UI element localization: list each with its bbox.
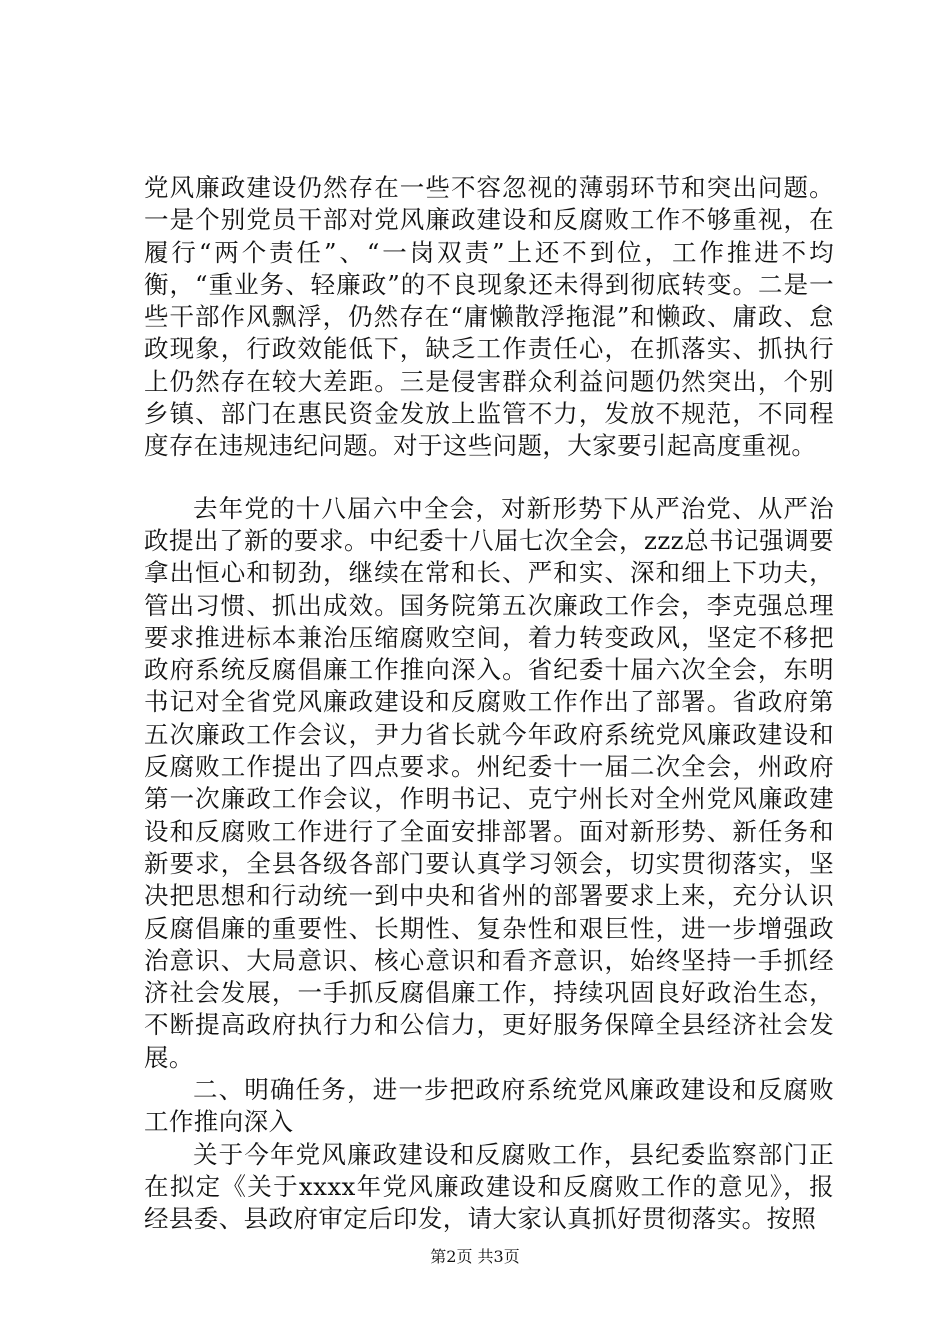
section-heading-two: 二、明确任务，进一步把政府系统党风廉政建设和反腐败工作推向深入	[144, 1075, 834, 1137]
paragraph-problems: 党风廉政建设仍然存在一些不容忽视的薄弱环节和突出问题。一是个别党员干部对党风廉政建设和反腐败工作不够重视，在履行“两个责任”、“一岗双责”上还不到位，工作推进不均衡，“重业务、轻廉政”的不良现象还未得到彻底转变。二是一些干部作风飘浮，仍然存在“庸懒散浮拖混”和懒政、庸政、怠政现象，行政效能低下，缺乏工作责任心，在抓落实、抓执行上仍然存在较大差距。三是侵害群众利益问题仍然突出，个别乡镇、部门在惠民资金发放上监管不力，发放不规范，不同程度存在违规违纪问题。对于这些问题，大家要引起高度重视。	[144, 173, 834, 461]
document-body	[144, 172, 834, 1236]
paragraph-new-requirements: 去年党的十八届六中全会，对新形势下从严治党、从严治政提出了新的要求。中纪委十八届七次全会，zzz总书记强调要拿出恒心和韧劲，继续在常和长、严和实、深和细上下功夫，管出习惯、抓出成效。国务院第五次廉政工作会，李克强总理要求推进标本兼治压缩腐败空间，着力转变政风，坚定不移把政府系统反腐倡廉工作推向深入。省纪委十届六次全会，东明书记对全省党风廉政建设和反腐败工作作出了部署。省政府第五次廉政工作会议，尹力省长就今年政府系统党风廉政建设和反腐败工作提出了四点要求。州纪委十一届二次全会，州政府第一次廉政工作会议，作明书记、克宁州长对全州党风廉政建设和反腐败工作进行了全面安排部署。面对新形势、新任务和新要求，全县各级各部门要认真学习领会，切实贯彻落实，坚决把思想和行动统一到中央和省州的部署要求上来，充分认识反腐倡廉的重要性、长期性、复杂性和艰巨性，进一步增强政治意识、大局意识、核心意识和看齐意识，始终坚持一手抓经济社会发展，一手抓反腐倡廉工作，持续巩固良好政治生态，不断提高政府执行力和公信力，更好服务保障全县经济社会发展。	[144, 493, 834, 1072]
paragraph-task-opinion: 关于今年党风廉政建设和反腐败工作，县纪委监察部门正在拟定《关于xxxx年党风廉政建设和反腐败工作的意见》，报经县委、县政府审定后印发，请大家认真抓好贯彻落实。按照	[144, 1139, 834, 1234]
page-footer: 第2页 共3页	[430, 1247, 520, 1266]
paragraph-spacer	[144, 463, 834, 493]
